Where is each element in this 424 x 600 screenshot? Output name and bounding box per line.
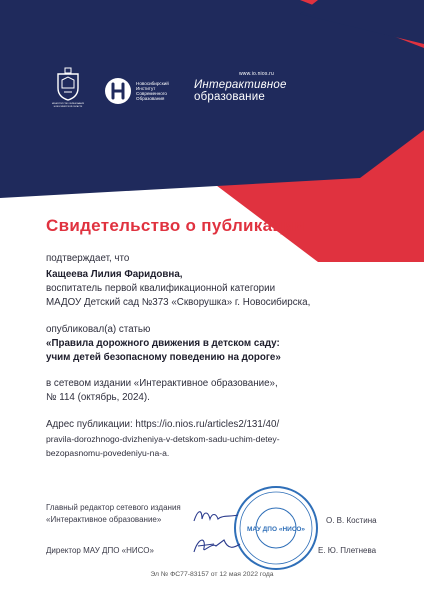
- niso-logo: [104, 77, 180, 105]
- edition-line2: № 114 (октябрь, 2024).: [46, 392, 150, 403]
- niso-circle-icon: [104, 77, 132, 105]
- interactive-education-logo: [194, 71, 287, 103]
- director-signature-icon: [188, 534, 244, 558]
- person-name: Кащеева Лилия Фаридовна,: [46, 269, 183, 280]
- address-url-line3: [46, 446, 169, 460]
- registration-footer: Эл № ФС77-83157 от 12 мая 2022 года: [150, 571, 274, 578]
- director-role: Директор МАУ ДПО «НИСО»: [46, 546, 154, 555]
- address-url-end: а.: [162, 448, 170, 458]
- editor-name: О. В. Костина: [326, 516, 377, 525]
- editor-signature-icon: [190, 505, 242, 527]
- niso-text: [136, 81, 180, 102]
- article-line2: учим детей безопасному поведению на дороге»: [46, 352, 281, 363]
- director-name: Е. Ю. Плетнева: [318, 546, 377, 555]
- published-text: опубликовал(а) статью: [46, 324, 151, 335]
- niso-line: Современного: [136, 91, 167, 96]
- edition-line1: в сетевом издании «Интерактивное образование»,: [46, 378, 278, 389]
- niso-line: Институт: [136, 85, 156, 91]
- stamp-center-text: МАУ ДПО «НИСО»: [246, 526, 306, 533]
- io-line2: образование: [194, 91, 265, 103]
- government-logo: [46, 66, 90, 116]
- position-line2: МАДОУ Детский сад №373 «Скворушка» г. Новосибирска,: [46, 297, 311, 308]
- editor-role-line1: Главный редактор сетевого издания: [46, 503, 181, 512]
- niso-line: Новосибирский: [136, 80, 169, 86]
- coat-of-arms-icon: [54, 66, 82, 102]
- address-label: Адрес публикации:: [46, 419, 133, 430]
- address-url-line3-link[interactable]: bezopasnomu-povedeniyu-na-: [46, 448, 163, 458]
- article-line1: «Правила дорожного движения в детском саду:: [46, 338, 280, 349]
- address-row: [46, 418, 279, 432]
- position-line1: воспитатель первой квалификационной категории: [46, 283, 276, 294]
- official-stamp: [232, 484, 320, 572]
- editor-role-line2: «Интерактивное образование»: [46, 515, 162, 524]
- certificate-title: Свидетельство о публикации: [46, 216, 305, 235]
- confirms-text: подтверждает, что: [46, 253, 130, 264]
- address-url[interactable]: https://io.nios.ru/articles2/131/40/: [135, 419, 280, 430]
- io-url: www.io.nios.ru: [238, 71, 274, 77]
- niso-line: Образования: [136, 96, 165, 102]
- government-caption: МИНИСТЕРСТВО ОБРАЗОВАНИЯ НОВОСИБИРСКОЙ ОБЛАСТИ: [51, 103, 85, 108]
- io-line1: Интерактивное: [194, 79, 287, 91]
- address-url-line2[interactable]: pravila-dorozhnogo-dvizheniya-v-detskom-sadu-uchim-detey-: [46, 434, 280, 444]
- logos-row: [46, 66, 287, 116]
